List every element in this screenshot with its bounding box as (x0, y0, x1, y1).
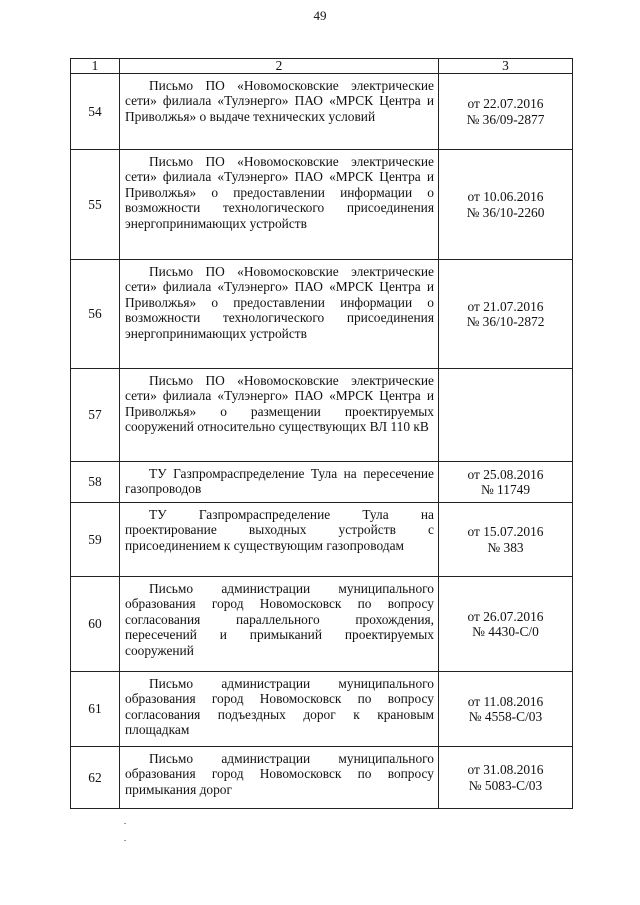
document-date: от 15.07.2016 (467, 524, 544, 540)
document-reference (439, 260, 573, 369)
document-number: № 4430-С/0 (472, 624, 539, 639)
document-reference (439, 747, 573, 809)
document-date: от 22.07.2016 (467, 96, 544, 112)
document-number: № 36/10-2872 (466, 314, 545, 329)
row-number: 57 (71, 369, 120, 462)
row-number: 59 (71, 503, 120, 577)
document-description: Письмо ПО «Новомосковские электрические сети» филиала «Тулэнерго» ПАО «МРСК Центра и Приволжья» о размещении проектируемых сооружений относительно существующих ВЛ 110 кВ (120, 369, 439, 462)
document-reference (439, 577, 573, 672)
row-number: 62 (71, 747, 120, 809)
document-date: от 31.08.2016 (467, 762, 544, 778)
document-number: № 383 (487, 539, 524, 555)
table-header-row (71, 59, 573, 74)
document-date: от 11.08.2016 (467, 693, 544, 709)
table-row (71, 260, 573, 369)
document-number: № 36/10-2260 (466, 204, 545, 220)
document-description: ТУ Газпромраспределение Тула на проектирование выходных устройств с присоединением к существующим газопроводам (120, 503, 439, 577)
row-number: 54 (71, 74, 120, 150)
documents-table (70, 58, 573, 809)
document-number: № 5083-С/03 (468, 777, 543, 793)
table-row (71, 462, 573, 503)
document-reference (439, 462, 573, 503)
table-row (71, 74, 573, 150)
document-date: от 10.06.2016 (467, 189, 544, 205)
document-number: № 36/09-2877 (466, 111, 545, 127)
document-description: Письмо ПО «Новомосковские электрические сети» филиала «Тулэнерго» ПАО «МРСК Центра и Приволжья» о выдаче технических условий (120, 74, 439, 150)
document-date: от 25.08.2016 (467, 466, 544, 482)
row-number: 55 (71, 150, 120, 260)
column-header-3: 3 (439, 59, 573, 74)
document-description: ТУ Газпромраспределение Тула на пересечение газопроводов (120, 462, 439, 503)
row-number: 56 (71, 260, 120, 369)
column-header-1: 1 (71, 59, 120, 74)
scan-speck (124, 840, 126, 841)
document-number: № 4558-С/03 (468, 709, 543, 724)
document-description: Письмо администрации муниципального образования город Новомосковск по вопросу примыкания дорог (120, 747, 439, 809)
document-reference (439, 74, 573, 150)
document-reference (439, 369, 573, 462)
page-number: 49 (313, 8, 327, 23)
row-number: 61 (71, 672, 120, 747)
row-number: 60 (71, 577, 120, 672)
document-reference (439, 150, 573, 260)
row-number: 58 (71, 462, 120, 503)
document-description: Письмо администрации муниципального образования город Новомосковск по вопросу согласования параллельного прохождения, пересечений и примыканий проектируемых сооружений (120, 577, 439, 672)
document-reference (439, 503, 573, 577)
scan-speck (124, 823, 126, 824)
document-number: № 11749 (480, 482, 531, 497)
table-row (71, 503, 573, 577)
document-date: от 26.07.2016 (467, 608, 544, 624)
document-reference (439, 672, 573, 747)
document-description: Письмо ПО «Новомосковские электрические сети» филиала «Тулэнерго» ПАО «МРСК Центра и Приволжья» о предоставлении информации о возможности технологического присоединения энергопринимающих устройств (120, 260, 439, 369)
document-description: Письмо администрации муниципального образования город Новомосковск по вопросу согласования подъездных дорог к крановым площадкам (120, 672, 439, 747)
table-row (71, 747, 573, 809)
column-header-2: 2 (120, 59, 439, 74)
table-row (71, 150, 573, 260)
table-row (71, 577, 573, 672)
table-row (71, 369, 573, 462)
document-description: Письмо ПО «Новомосковские электрические сети» филиала «Тулэнерго» ПАО «МРСК Центра и Приволжья» о предоставлении информации о возможности технологического присоединения энергопринимающих устройств (120, 150, 439, 260)
table-row (71, 672, 573, 747)
document-date: от 21.07.2016 (467, 298, 544, 314)
